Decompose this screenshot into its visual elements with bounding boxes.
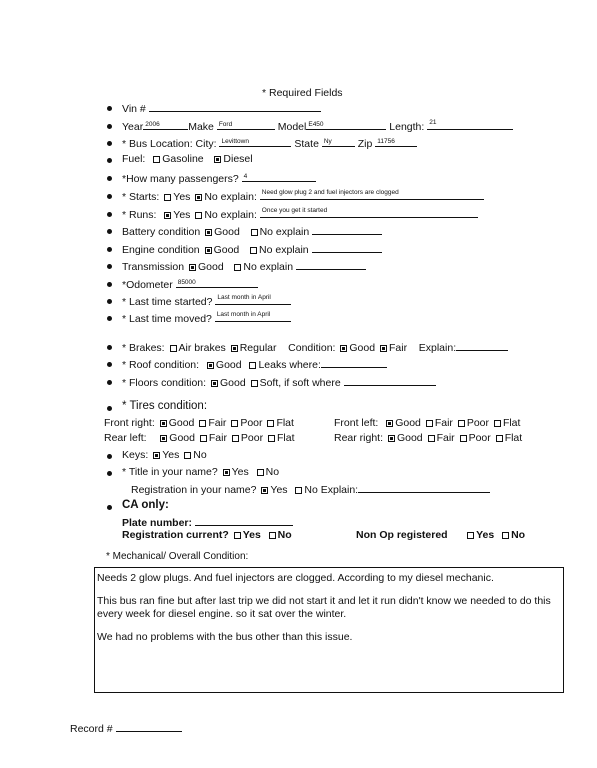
floors-soft-label: Soft, if soft where — [259, 377, 341, 389]
starts-row — [122, 189, 484, 203]
registration-label: Registration in your name? — [131, 484, 257, 496]
runs-row — [122, 207, 478, 221]
last-started-row — [122, 294, 291, 308]
zip-value: 11756 — [377, 138, 395, 145]
tire-option-flat: Flat — [276, 417, 294, 429]
model-field[interactable] — [306, 119, 386, 130]
year-field[interactable] — [143, 119, 188, 130]
runs-no-checkbox[interactable] — [195, 212, 202, 219]
tire-option-fair: Fair — [208, 432, 227, 444]
fuel-row — [122, 153, 253, 165]
air-brakes-label: Air brakes — [178, 342, 226, 354]
title-no-label: No — [265, 466, 280, 478]
bullet — [107, 176, 112, 181]
starts-no-label: No explain: — [204, 191, 257, 203]
non-op-yes-label: Yes — [476, 529, 495, 541]
rear-right-label: Rear right: — [334, 432, 384, 444]
passengers-row — [122, 171, 316, 185]
starts-no-checkbox[interactable] — [195, 194, 202, 201]
last-started-field[interactable] — [215, 294, 291, 305]
floors-row — [122, 375, 436, 389]
zip-field[interactable] — [375, 136, 417, 147]
tires-label: * Tires condition: — [122, 400, 208, 412]
tire-option-flat: Flat — [504, 432, 523, 444]
starts-label: * Starts: — [122, 191, 160, 203]
tire-option-poor: Poor — [240, 417, 263, 429]
title-yes-label: Yes — [231, 466, 249, 478]
registration-current-row — [122, 529, 292, 541]
keys-label: Keys: — [122, 449, 149, 461]
front-left-fair-checkbox[interactable] — [426, 420, 433, 427]
gasoline-label: Gasoline — [162, 153, 204, 165]
passengers-field[interactable] — [242, 171, 316, 182]
vehicle-row — [122, 119, 513, 133]
rear-left-good-checkbox[interactable] — [160, 435, 167, 442]
last-started-value: Last month in April — [217, 294, 271, 301]
tire-option-flat: Flat — [277, 432, 295, 444]
mechanical-paragraph: We had no problems with the bus other than this issue. — [97, 631, 353, 643]
rear-left-flat-checkbox[interactable] — [268, 435, 275, 442]
bullet — [107, 406, 112, 411]
required-fields-note: * Required Fields — [262, 87, 343, 99]
brakes-fair-checkbox[interactable] — [380, 345, 387, 352]
rear-right-good-checkbox[interactable] — [388, 435, 395, 442]
record-label: Record # — [70, 723, 113, 735]
front-right-poor-checkbox[interactable] — [231, 420, 238, 427]
roof-leaks-label: Leaks where: — [258, 359, 321, 371]
runs-label: * Runs: — [122, 209, 157, 221]
last-moved-value: Last month in April — [216, 311, 271, 318]
tire-option-flat: Flat — [502, 417, 521, 429]
tire-option-fair: Fair — [434, 417, 453, 429]
battery-label: Battery condition — [122, 226, 201, 238]
non-op-no-checkbox[interactable] — [502, 532, 509, 539]
state-label: State — [294, 138, 319, 150]
tire-option-fair: Fair — [436, 432, 455, 444]
odometer-row — [122, 277, 258, 291]
transmission-label: Transmission — [122, 261, 185, 273]
battery-explain-field[interactable] — [312, 224, 382, 235]
registration-yes-label: Yes — [270, 484, 288, 496]
front-right-flat-checkbox[interactable] — [267, 420, 274, 427]
tire-option-poor: Poor — [468, 432, 491, 444]
regular-brakes-label: Regular — [239, 342, 277, 354]
rear-right-fair-checkbox[interactable] — [428, 435, 435, 442]
engine-good-checkbox[interactable] — [205, 247, 212, 254]
brakes-good-checkbox[interactable] — [340, 345, 347, 352]
mechanical-textarea[interactable] — [94, 567, 564, 693]
bullet — [107, 106, 112, 111]
tire-front-left — [334, 417, 520, 429]
odometer-value: 85000 — [177, 279, 196, 286]
bullet — [107, 362, 112, 367]
diesel-label: Diesel — [223, 153, 253, 165]
reg-current-no-label: No — [277, 529, 292, 541]
registration-no-label: No Explain: — [304, 484, 359, 496]
model-label: Model — [277, 121, 307, 133]
battery-row — [122, 224, 382, 238]
year-label: Year — [122, 121, 144, 133]
bullet — [107, 282, 112, 287]
tire-option-good: Good — [396, 432, 423, 444]
rear-left-label: Rear left: — [104, 432, 147, 444]
runs-yes-checkbox[interactable] — [164, 212, 171, 219]
registration-current-label: Registration current? — [122, 529, 229, 541]
engine-row — [122, 242, 382, 256]
runs-yes-label: Yes — [173, 209, 191, 221]
bullet — [107, 194, 112, 199]
mechanical-label: * Mechanical/ Overall Condition: — [106, 551, 249, 562]
registration-row — [131, 482, 490, 496]
starts-yes-label: Yes — [173, 191, 191, 203]
reg-current-no-checkbox[interactable] — [269, 532, 276, 539]
engine-explain-field[interactable] — [312, 242, 382, 253]
bullet — [107, 158, 112, 163]
brakes-good-label: Good — [349, 342, 376, 354]
roof-good-label: Good — [215, 359, 242, 371]
rear-left-fair-checkbox[interactable] — [200, 435, 207, 442]
roof-good-checkbox[interactable] — [207, 362, 214, 369]
brakes-fair-label: Fair — [388, 342, 408, 354]
engine-no-label: No explain — [259, 244, 309, 256]
floors-label: * Floors condition: — [122, 377, 207, 389]
plate-label: Plate number: — [122, 517, 193, 529]
length-field[interactable] — [427, 119, 513, 130]
location-label: * Bus Location: City: — [122, 138, 217, 150]
last-moved-field[interactable] — [215, 311, 291, 322]
passengers-value: 4 — [243, 173, 248, 180]
length-label: Length: — [389, 121, 425, 133]
non-op-label: Non Op registered — [356, 529, 448, 541]
tire-option-good: Good — [168, 417, 195, 429]
brakes-label: * Brakes: — [122, 342, 165, 354]
non-op-row — [356, 529, 525, 541]
engine-label: Engine condition — [122, 244, 200, 256]
registration-explain-field[interactable] — [358, 482, 490, 493]
front-right-good-checkbox[interactable] — [160, 420, 167, 427]
brakes-explain-label: Explain: — [418, 342, 457, 354]
front-right-fair-checkbox[interactable] — [199, 420, 206, 427]
starts-explain-value: Need glow plug 2 and fuel injectors are clogged — [261, 189, 399, 196]
non-op-yes-checkbox[interactable] — [467, 532, 474, 539]
model-value: E450 — [308, 121, 324, 128]
keys-yes-label: Yes — [162, 449, 180, 461]
title-no-checkbox[interactable] — [257, 469, 264, 476]
location-row — [122, 136, 417, 150]
brakes-condition-label: Condition: — [288, 342, 336, 354]
bullet — [107, 141, 112, 146]
odometer-field[interactable] — [176, 277, 258, 288]
reg-current-yes-checkbox[interactable] — [234, 532, 241, 539]
bullet — [107, 471, 112, 476]
tire-option-good: Good — [395, 417, 421, 429]
make-label: Make — [188, 121, 214, 133]
city-field[interactable] — [219, 136, 291, 147]
keys-no-checkbox[interactable] — [184, 452, 191, 459]
bullet — [107, 345, 112, 350]
passengers-label: *How many passengers? — [122, 173, 239, 185]
bullet — [107, 505, 112, 510]
battery-good-checkbox[interactable] — [205, 229, 212, 236]
rear-left-poor-checkbox[interactable] — [232, 435, 239, 442]
bullet — [107, 299, 112, 304]
record-field[interactable] — [116, 721, 182, 732]
non-op-no-label: No — [511, 529, 526, 541]
tire-option-poor: Poor — [240, 432, 264, 444]
tire-rear-right — [334, 432, 522, 444]
title-row — [122, 466, 279, 478]
tire-option-fair: Fair — [208, 417, 227, 429]
length-value: 21 — [429, 119, 437, 126]
starts-explain-field[interactable] — [260, 189, 484, 200]
front-right-label: Front right: — [104, 417, 155, 429]
transmission-good-checkbox[interactable] — [189, 264, 196, 271]
last-moved-row — [122, 311, 291, 325]
keys-yes-checkbox[interactable] — [153, 452, 160, 459]
bullet — [107, 454, 112, 459]
ca-only-label: CA only: — [122, 499, 169, 511]
bullet — [107, 316, 112, 321]
runs-explain-value: Once you get it started — [261, 207, 328, 214]
runs-explain-field[interactable] — [260, 207, 478, 218]
bullet — [107, 212, 112, 217]
rear-right-poor-checkbox[interactable] — [460, 435, 467, 442]
make-value: Ford — [218, 121, 233, 128]
floors-good-checkbox[interactable] — [211, 380, 218, 387]
transmission-explain-field[interactable] — [296, 259, 366, 270]
transmission-no-checkbox[interactable] — [234, 264, 241, 271]
transmission-row — [122, 259, 366, 273]
bullet — [107, 264, 112, 269]
odometer-label: *Odometer — [122, 279, 173, 291]
tire-option-good: Good — [169, 432, 195, 444]
registration-yes-checkbox[interactable] — [261, 487, 268, 494]
air-brakes-checkbox[interactable] — [170, 345, 177, 352]
roof-row — [122, 357, 387, 371]
vin-label: Vin # — [122, 103, 146, 115]
vin-field[interactable] — [149, 101, 321, 112]
keys-row — [122, 449, 207, 461]
transmission-good-label: Good — [197, 261, 224, 273]
regular-brakes-checkbox[interactable] — [231, 345, 238, 352]
front-left-good-checkbox[interactable] — [386, 420, 393, 427]
runs-no-label: No explain: — [204, 209, 257, 221]
gasoline-checkbox[interactable] — [153, 156, 160, 163]
year-value: 2006 — [145, 121, 160, 128]
bullet — [107, 124, 112, 129]
plate-row — [122, 515, 293, 529]
front-left-label: Front left: — [334, 417, 379, 429]
registration-no-checkbox[interactable] — [295, 487, 302, 494]
fuel-label: Fuel: — [122, 153, 146, 165]
front-left-poor-checkbox[interactable] — [458, 420, 465, 427]
brakes-row — [122, 340, 508, 354]
last-moved-label: * Last time moved? — [122, 313, 212, 325]
mechanical-paragraph: This bus ran fine but after last trip we did not start it and let it run didn't know we needed to do this every week for diesel engine. so it sat over the winter. — [97, 595, 551, 620]
plate-field[interactable] — [195, 515, 293, 526]
tire-option-poor: Poor — [466, 417, 490, 429]
brakes-explain-field[interactable] — [456, 340, 508, 351]
rear-right-flat-checkbox[interactable] — [496, 435, 503, 442]
battery-no-label: No explain — [259, 226, 310, 238]
make-field[interactable] — [217, 119, 275, 130]
transmission-no-label: No explain — [243, 261, 294, 273]
last-started-label: * Last time started? — [122, 296, 213, 308]
diesel-checkbox[interactable] — [214, 156, 221, 163]
floors-soft-checkbox[interactable] — [251, 380, 258, 387]
floors-soft-field[interactable] — [344, 375, 436, 386]
bullet — [107, 247, 112, 252]
vin-row — [122, 101, 321, 115]
title-label: * Title in your name? — [122, 466, 218, 478]
reg-current-yes-label: Yes — [242, 529, 261, 541]
city-value: Levittown — [221, 138, 249, 145]
tire-front-right — [104, 417, 294, 429]
title-yes-checkbox[interactable] — [223, 469, 230, 476]
front-left-flat-checkbox[interactable] — [494, 420, 501, 427]
engine-no-checkbox[interactable] — [250, 247, 257, 254]
floors-good-label: Good — [219, 377, 246, 389]
starts-yes-checkbox[interactable] — [164, 194, 171, 201]
roof-leaks-checkbox[interactable] — [249, 362, 256, 369]
engine-good-label: Good — [213, 244, 240, 256]
tire-rear-left — [104, 432, 295, 444]
battery-no-checkbox[interactable] — [251, 229, 258, 236]
mechanical-paragraph: Needs 2 glow plugs. And fuel injectors are clogged. According to my diesel mechanic. — [97, 572, 494, 584]
zip-label: Zip — [357, 138, 373, 150]
battery-good-label: Good — [214, 226, 240, 238]
roof-leaks-field[interactable] — [321, 357, 387, 368]
bullet — [107, 380, 112, 385]
bullet — [107, 229, 112, 234]
state-value: Ny — [323, 138, 332, 145]
record-row — [70, 721, 182, 735]
roof-label: * Roof condition: — [122, 359, 200, 371]
keys-no-label: No — [193, 449, 207, 461]
state-field[interactable] — [322, 136, 355, 147]
